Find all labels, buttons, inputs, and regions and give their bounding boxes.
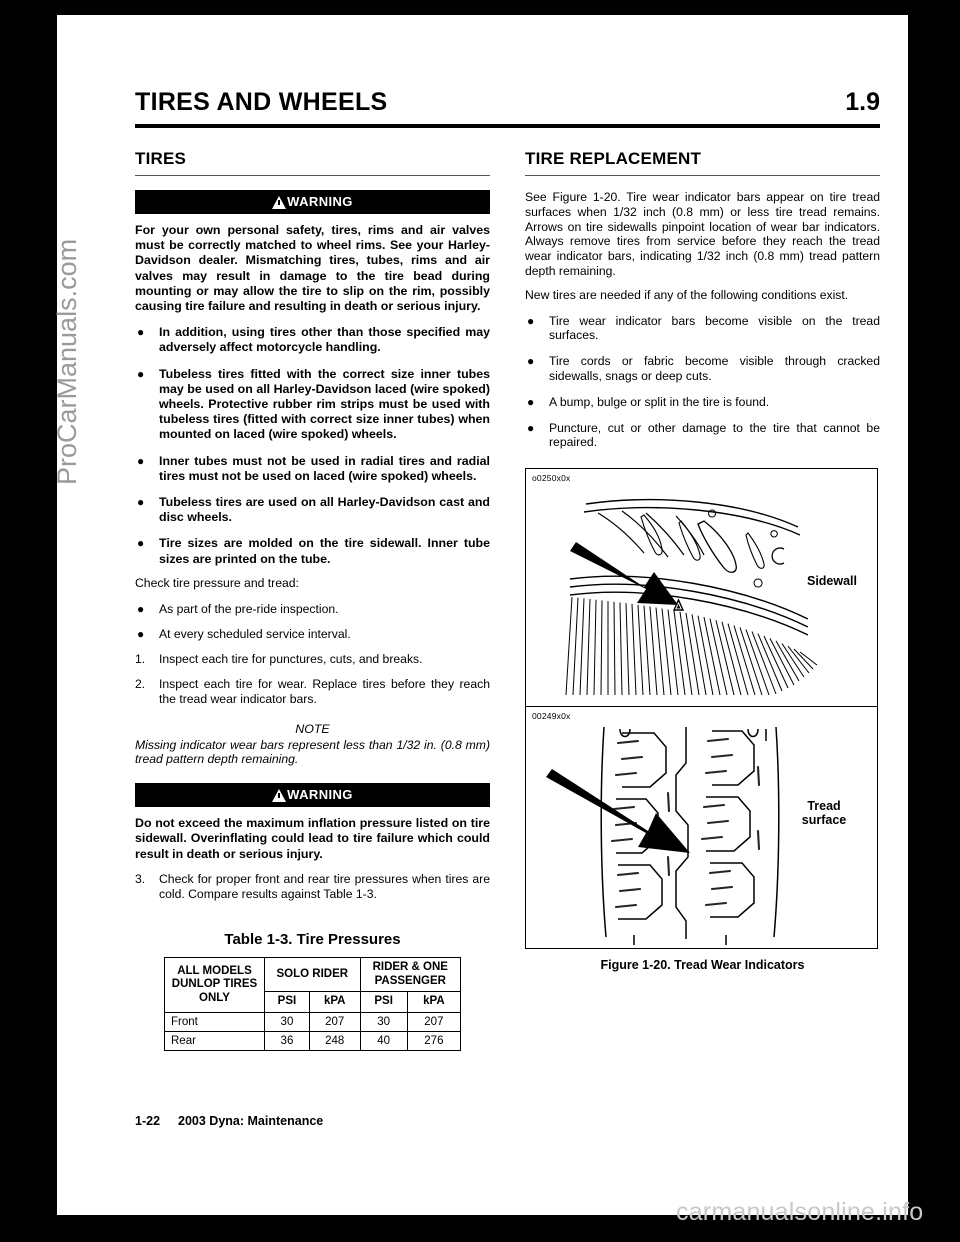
table-row-label-rear: Rear (165, 1031, 265, 1050)
figure-panel-code-top: o0250x0x (532, 473, 571, 484)
list-item-text: Tire wear indicator bars become visible on the tread surfaces. (549, 313, 880, 343)
table-cell: 207 (309, 1012, 360, 1031)
warning-1-text: For your own personal safety, tires, rims and air valves must be correctly matched to wheel rims. See your Harley-Davidson dealer. Mismatching tires, tubes, rims and air valves may result in damage to the tire bead during mounting or may allow the tire to slip on the rim, possibly causing tire failure and resulting in death or serious injury. (135, 223, 490, 314)
section-divider (525, 175, 880, 176)
list-item-text: A bump, bulge or split in the tire is found. (549, 394, 770, 409)
tread-surface-illustration (526, 707, 877, 947)
figure-panel-code-bottom: 00249x0x (532, 711, 571, 722)
table-subheader-kpa-passenger: kPA (407, 992, 460, 1013)
table-subheader-kpa-solo: kPA (309, 992, 360, 1013)
list-item (135, 602, 490, 617)
list-item (135, 454, 490, 484)
table-caption: Table 1-3. Tire Pressures (224, 931, 401, 949)
section-heading-tires: TIRES (135, 149, 187, 168)
step-number: 1. (135, 652, 146, 667)
step-number: 3. (135, 871, 146, 886)
numbered-steps-list-continued (135, 872, 490, 902)
page-header (135, 88, 880, 117)
step-number: 2. (135, 677, 146, 692)
list-item (135, 652, 490, 667)
list-item (525, 395, 880, 410)
warning-label: WARNING (287, 787, 353, 803)
bullet-icon: ● (137, 601, 145, 616)
figure-label-line1: Tread (807, 799, 841, 814)
table-row (165, 1012, 461, 1031)
table-cell: 248 (309, 1031, 360, 1050)
table-corner-header: ALL MODELS DUNLOP TIRES ONLY (165, 958, 265, 1013)
warning-triangle-icon (272, 196, 286, 209)
footer-page-ref: 1-22 (135, 1114, 161, 1128)
list-item (525, 314, 880, 344)
list-item-text: At every scheduled service interval. (159, 627, 351, 642)
figure-label-tread-surface (778, 799, 870, 827)
list-item-text: Tire sizes are molded on the tire sidewall. Inner tube sizes are printed on the tube. (159, 536, 490, 566)
list-item (525, 354, 880, 384)
step-text: Check for proper front and rear tire pressures when tires are cold. Compare results against Table 1-3. (159, 871, 490, 901)
list-item-text: Tubeless tires fitted with the correct size inner tubes may be used on all Harley-Davidson laced (wire spoked) wheels. Protective rubber rim strips must be used with tubeless tires (fitted with correct size inner tubes) when mounted on laced (wire spoked) wheels. (159, 366, 490, 442)
list-item-text: As part of the pre-ride inspection. (159, 601, 339, 616)
list-item (525, 421, 880, 451)
two-column-body (135, 149, 880, 1051)
list-item-text: Tubeless tires are used on all Harley-Davidson cast and disc wheels. (159, 495, 490, 525)
note-heading: NOTE (295, 721, 330, 736)
list-item-text: Tire cords or fabric become visible through cracked sidewalls, snags or deep cuts. (549, 354, 880, 383)
bullet-icon: ● (137, 453, 145, 468)
table-cell: 36 (265, 1031, 310, 1050)
list-item (135, 872, 490, 902)
list-item (135, 325, 490, 355)
figure-caption: Figure 1-20. Tread Wear Indicators (600, 958, 805, 973)
table-cell: 40 (360, 1031, 407, 1050)
warning-banner-1 (135, 190, 490, 214)
watermark-procarmanuals: ProCarManuals.com (52, 238, 82, 485)
tire-pressure-table (164, 957, 461, 1051)
watermark-carmanualsonline: carmanualsonline.info (676, 1198, 924, 1226)
right-column (525, 149, 880, 1051)
table-group-header-passenger: RIDER & ONE PASSENGER (360, 958, 460, 992)
bullet-icon: ● (137, 627, 145, 642)
table-cell: 30 (265, 1012, 310, 1031)
figure-1-20 (525, 468, 878, 949)
bullet-icon: ● (137, 325, 145, 340)
table-row (165, 958, 461, 992)
table-row-label-front: Front (165, 1012, 265, 1031)
numbered-steps-list (135, 652, 490, 706)
warning-banner-2 (135, 783, 490, 807)
note-text: Missing indicator wear bars represent less than 1/32 in. (0.8 mm) tread pattern depth remaining. (135, 737, 490, 767)
bullet-icon: ● (527, 420, 535, 435)
footer-document-title: 2003 Dyna: Maintenance (178, 1114, 324, 1128)
warning-label: WARNING (287, 194, 353, 209)
list-item-text: Inner tubes must not be used in radial tires and radial tires must not be used on laced (wire spoked) wheels. (159, 453, 490, 483)
conditions-lead: New tires are needed if any of the following conditions exist. (525, 287, 849, 302)
list-item-text: In addition, using tires other than those specified may adversely affect motorcycle handling. (159, 325, 490, 355)
bullet-icon: ● (137, 495, 145, 510)
bullet-icon: ● (527, 354, 535, 369)
list-item (135, 367, 490, 443)
table-group-header-solo: SOLO RIDER (265, 958, 361, 992)
page-number: 1.9 (845, 88, 880, 116)
bullet-icon: ● (527, 313, 535, 328)
bullet-icon: ● (137, 536, 145, 551)
page-title: TIRES AND WHEELS (135, 88, 388, 116)
warning-bullet-list (135, 325, 490, 567)
warning-triangle-icon (272, 789, 286, 802)
figure-panel-sidewall (526, 469, 877, 707)
intro-paragraph: See Figure 1-20. Tire wear indicator bars appear on tire tread surfaces when 1/32 inch (0.8 mm) or less tire tread remains. Arrows on tire sidewalls pinpoint location of wear bar indicators. Always remove tires from service before they reach the tread wear indicator bars, indicating 1/32 inch (0.8 mm) tread pattern depth remaining. (525, 190, 880, 278)
step-text: Inspect each tire for punctures, cuts, and breaks. (159, 652, 423, 667)
figure-label-line2: surface (801, 813, 847, 828)
conditions-bullet-list (525, 314, 880, 451)
page-content (135, 88, 880, 1051)
list-item (135, 536, 490, 566)
list-item (135, 495, 490, 525)
table-cell: 276 (407, 1031, 460, 1050)
page-footer (135, 1114, 323, 1128)
left-column (135, 149, 490, 1051)
step-text: Inspect each tire for wear. Replace tires before they reach the tread wear indicator bars. (159, 677, 490, 706)
warning-2-text: Do not exceed the maximum inflation pressure listed on tire sidewall. Overinflating could lead to tire failure which could result in death or serious injury. (135, 816, 490, 861)
header-divider (135, 124, 880, 128)
table-subheader-psi-passenger: PSI (360, 992, 407, 1013)
figure-panel-tread (526, 707, 877, 948)
table-subheader-psi-solo: PSI (265, 992, 310, 1013)
list-item (135, 627, 490, 642)
check-lead-text: Check tire pressure and tread: (135, 575, 299, 590)
section-heading-tire-replacement: TIRE REPLACEMENT (525, 149, 702, 168)
table-cell: 207 (407, 1012, 460, 1031)
document-page (52, 15, 908, 1215)
list-item-text: Puncture, cut or other damage to the tire that cannot be repaired. (549, 420, 880, 450)
bullet-icon: ● (137, 366, 145, 381)
bullet-icon: ● (527, 394, 535, 409)
column-gap (490, 149, 525, 1051)
table-cell: 30 (360, 1012, 407, 1031)
table-row (165, 1031, 461, 1050)
check-bullet-list (135, 602, 490, 643)
list-item (135, 677, 490, 707)
section-divider (135, 175, 490, 176)
figure-label-sidewall: Sidewall (806, 574, 858, 589)
